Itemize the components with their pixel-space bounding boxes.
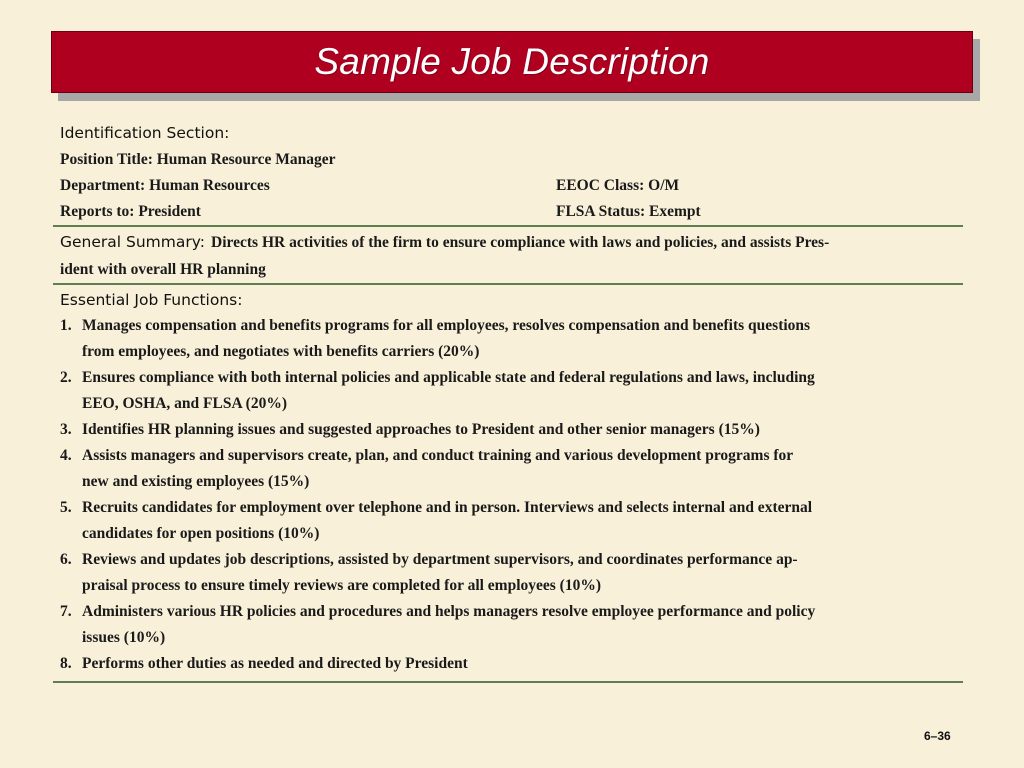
list-item [60,651,963,677]
functions-heading: Essential Job Functions: [60,291,243,309]
item-line: issues (10%) [82,629,166,646]
slide-title: Sample Job Description [314,41,710,82]
section-divider [53,681,963,683]
eeoc-class: EEOC Class: O/M [556,177,680,194]
summary-heading: General Summary: [60,233,206,251]
item-number: 4. [60,447,72,464]
item-line: candidates for open positions (10%) [82,525,320,542]
page-number: 6–36 [924,729,951,743]
item-number: 2. [60,369,72,386]
list-item [60,547,963,599]
list-item [60,313,963,365]
list-item [60,417,963,443]
general-summary [53,227,963,283]
reports-to-row [53,199,963,225]
item-number: 3. [60,421,72,438]
department-row [53,173,963,199]
department: Department: Human Resources [60,177,270,194]
item-number: 5. [60,499,72,516]
functions-list [53,313,963,681]
item-number: 1. [60,317,72,334]
summary-text-line2: ident with overall HR planning [60,261,266,278]
summary-text-line1: Directs HR activities of the firm to ensure compliance with laws and policies, and assists Pres- [211,234,830,251]
item-line: Identifies HR planning issues and suggested approaches to President and other senior managers (15%) [82,421,760,438]
list-item [60,599,963,651]
list-item [60,495,963,547]
reports-to: Reports to: President [60,203,201,220]
item-line: Recruits candidates for employment over telephone and in person. Interviews and selects internal and external [82,499,813,516]
list-item [60,443,963,495]
item-line: Assists managers and supervisors create, plan, and conduct training and various development programs for [82,447,794,464]
item-line: EEO, OSHA, and FLSA (20%) [82,395,287,412]
job-description-document [53,119,963,683]
item-line: Ensures compliance with both internal policies and applicable state and federal regulations and laws, including [82,369,815,386]
item-line: from employees, and negotiates with benefits carriers (20%) [82,343,480,360]
item-line: Reviews and updates job descriptions, assisted by department supervisors, and coordinates performance ap- [82,551,798,568]
item-line: praisal process to ensure timely reviews are completed for all employees (10%) [82,577,602,594]
item-number: 6. [60,551,72,568]
position-title-row [53,147,963,173]
position-title: Position Title: Human Resource Manager [60,151,336,168]
identification-heading: Identification Section: [60,124,230,142]
item-line: Manages compensation and benefits programs for all employees, resolves compensation and benefits questions [82,317,811,334]
flsa-status: FLSA Status: Exempt [556,203,701,220]
title-bar [51,31,973,93]
item-line: new and existing employees (15%) [82,473,310,490]
list-item [60,365,963,417]
item-number: 8. [60,655,72,672]
item-line: Administers various HR policies and procedures and helps managers resolve employee performance and policy [82,603,816,620]
item-number: 7. [60,603,72,620]
item-line: Performs other duties as needed and directed by President [82,655,468,672]
